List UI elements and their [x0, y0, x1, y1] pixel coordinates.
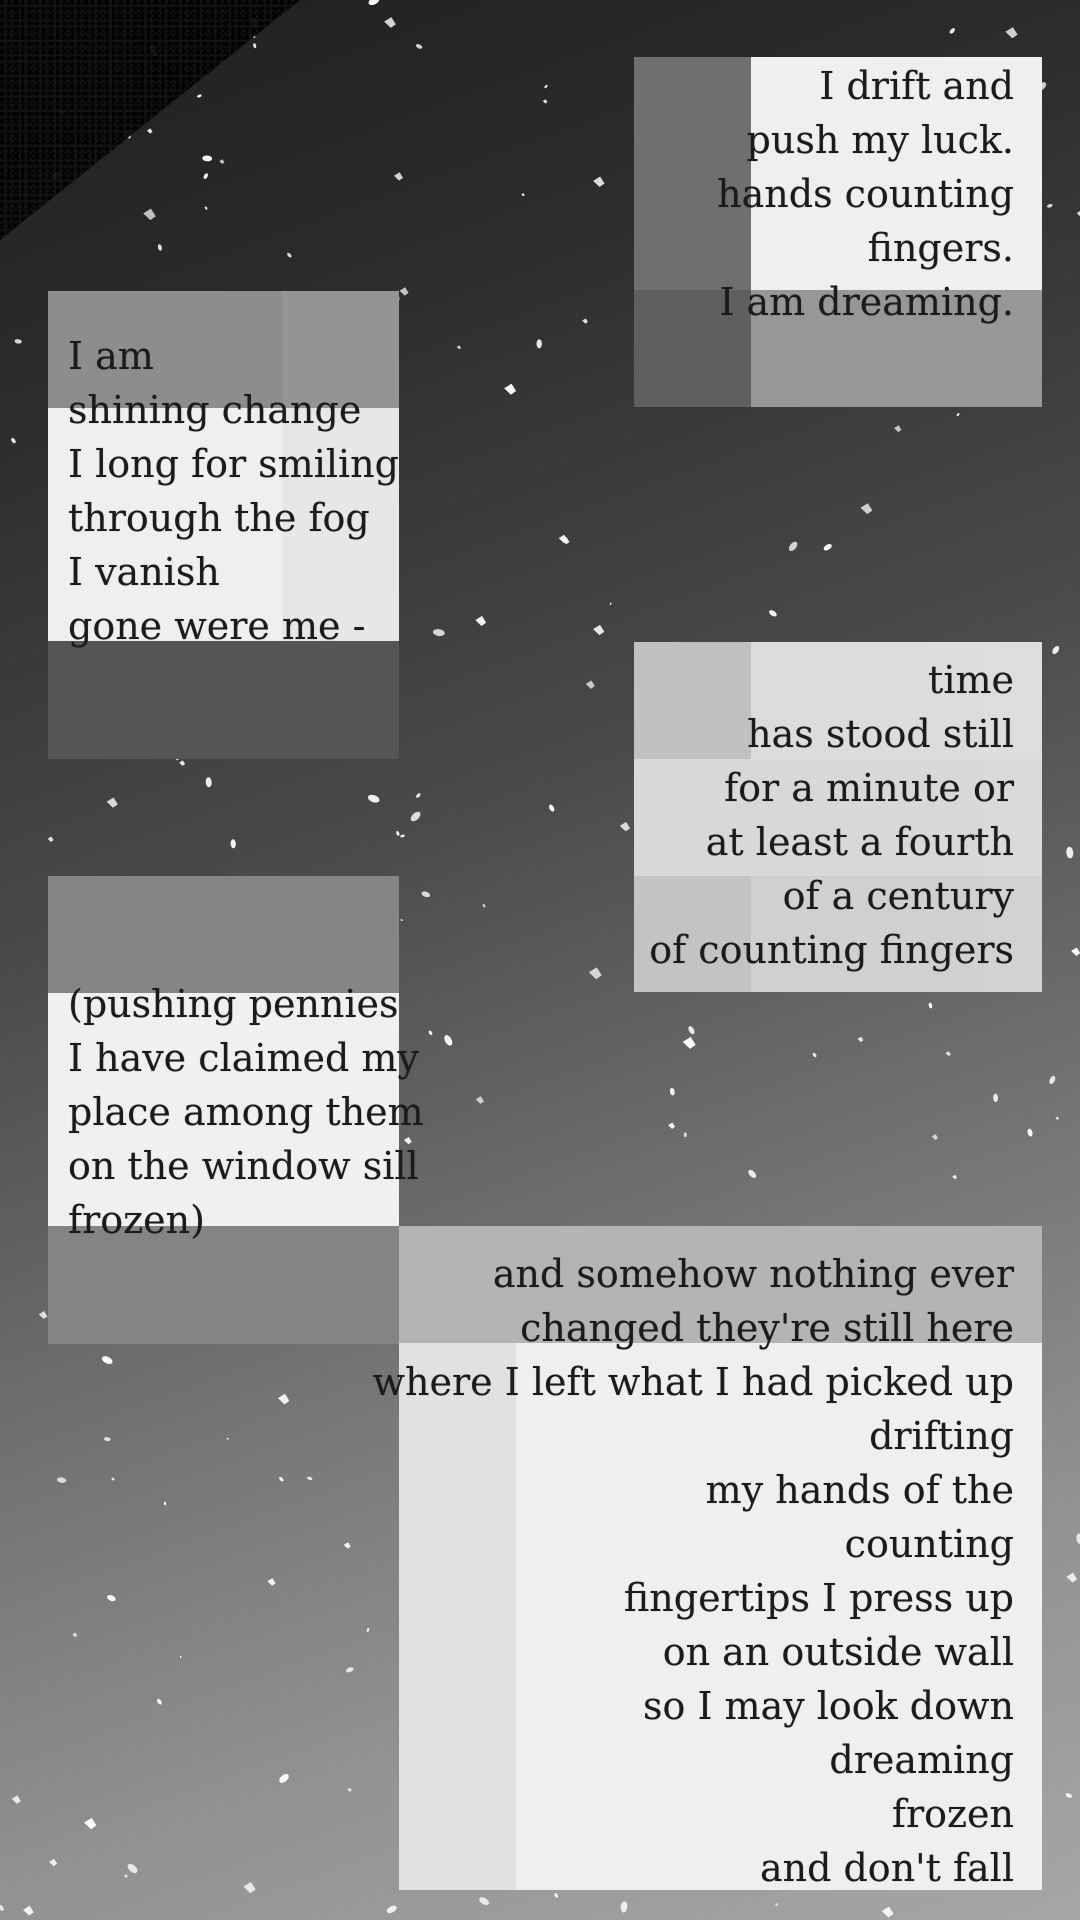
- stanza-line: drifting: [869, 1414, 1014, 1458]
- stanza-4-text: [68, 977, 424, 1247]
- stanza-line: and don't fall: [759, 1846, 1014, 1890]
- stanza-line: and somehow nothing ever: [492, 1252, 1014, 1296]
- stanza-line: I am dreaming.: [719, 280, 1014, 324]
- stanza-line: place among them: [68, 1090, 424, 1134]
- stanza-line: (pushing pennies: [68, 982, 399, 1026]
- stanza-line: I vanish: [68, 550, 220, 594]
- stanza-line: has stood still: [747, 712, 1014, 756]
- stanza-line: through the fog: [68, 496, 370, 540]
- stanza-2-text: [68, 329, 399, 653]
- stanza-line: gone were me -: [68, 604, 366, 648]
- stanza-line: push my luck.: [746, 118, 1014, 162]
- stanza-line: on an outside wall: [662, 1630, 1014, 1674]
- stanza-line: at least a fourth: [705, 820, 1014, 864]
- stanza-line: frozen: [891, 1792, 1014, 1836]
- stanza-line: frozen): [68, 1198, 205, 1242]
- stanza-line: I long for smiling: [68, 442, 399, 486]
- stanza-line: I am: [68, 334, 154, 378]
- stanza-line: on the window sill: [68, 1144, 419, 1188]
- stanza-line: time: [928, 658, 1014, 702]
- stanza-line: fingertips I press up: [623, 1576, 1014, 1620]
- stanza-line: fingers.: [867, 226, 1014, 270]
- stanza-line: for a minute or: [724, 766, 1014, 810]
- stanza-1-text: [717, 59, 1014, 329]
- stanza-line: changed they're still here: [520, 1306, 1014, 1350]
- stanza-line: where I left what I had picked up: [372, 1360, 1014, 1404]
- stanza-3-text: [649, 653, 1014, 977]
- stanza-line: my hands of the: [705, 1468, 1014, 1512]
- stanza-line: shining change: [68, 388, 362, 432]
- stanza-5-text: [373, 1247, 1014, 1895]
- stanza-line: counting: [844, 1522, 1014, 1566]
- stanza-line: so I may look down: [642, 1684, 1014, 1728]
- stanza-line: I have claimed my: [68, 1036, 419, 1080]
- stanza-line: of a century: [782, 874, 1014, 918]
- stanza-line: I drift and: [819, 64, 1014, 108]
- stanza-line: of counting fingers: [649, 928, 1014, 972]
- stanza-line: dreaming: [829, 1738, 1014, 1782]
- stanza-line: hands counting: [717, 172, 1014, 216]
